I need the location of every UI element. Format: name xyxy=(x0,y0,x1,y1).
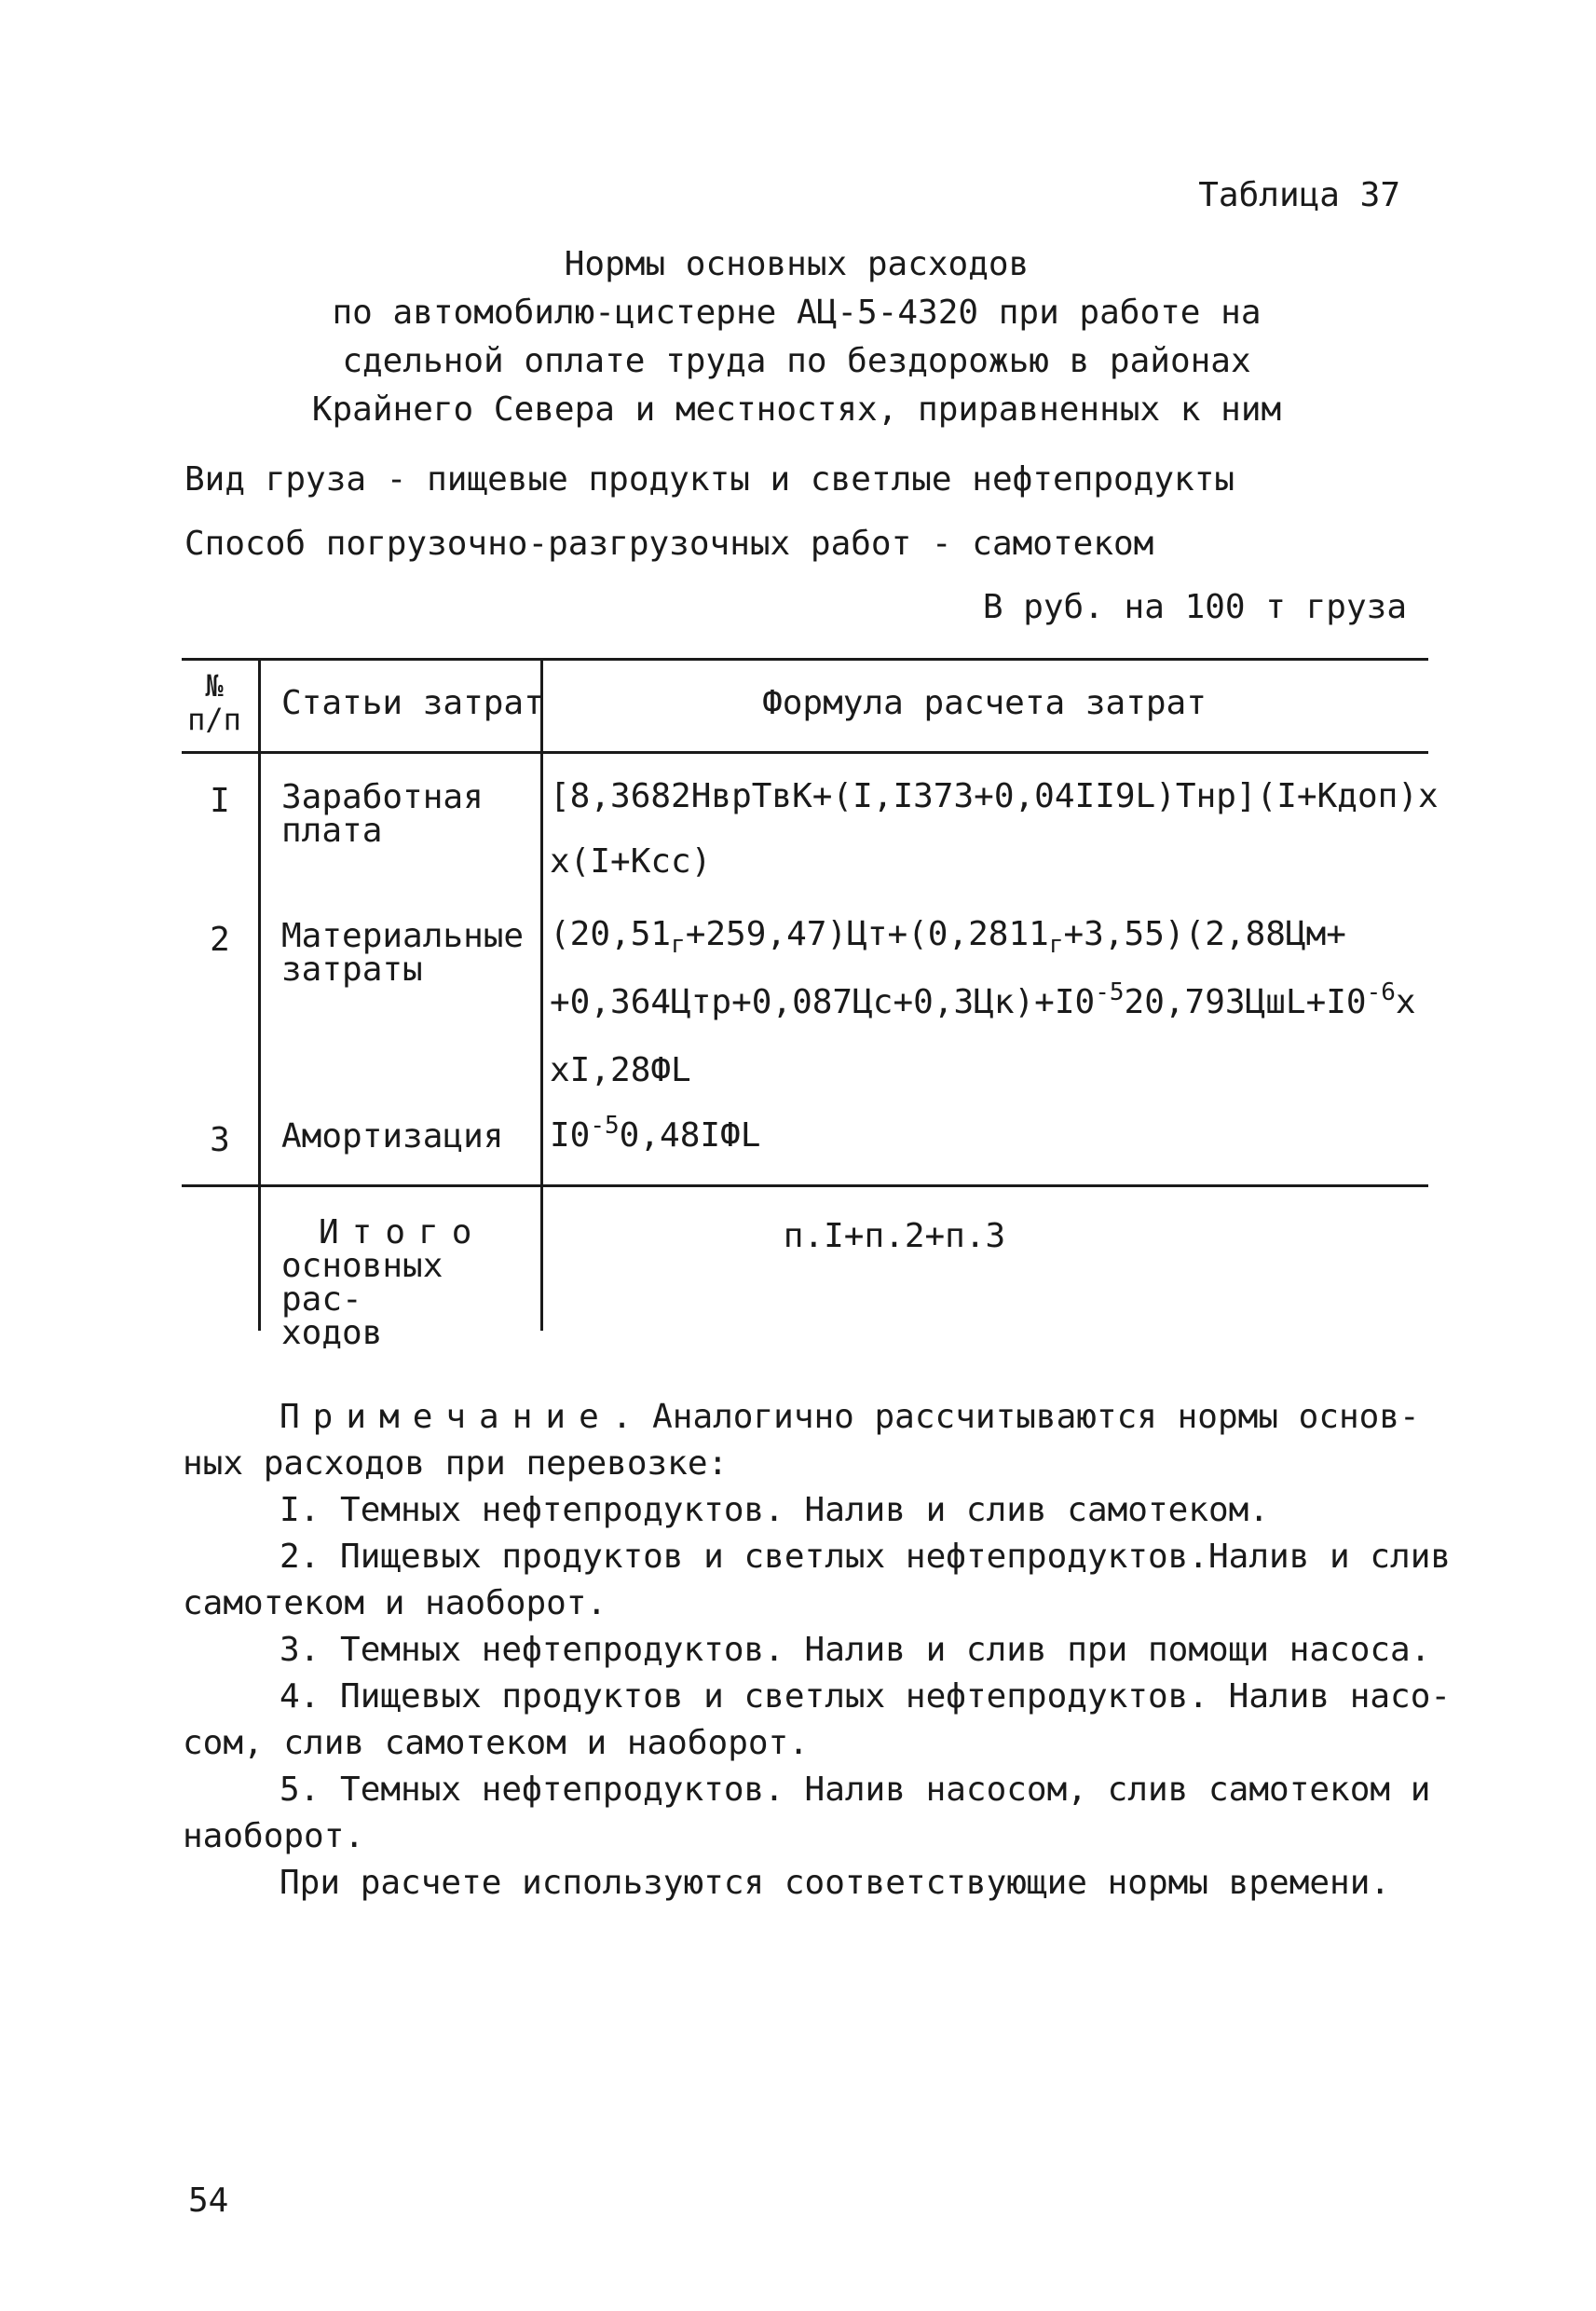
column-header-formula: Формула расчета затрат xyxy=(762,684,1207,722)
note-line: I. Темных нефтепродуктов. Налив и слив самотеком. xyxy=(280,1491,1270,1529)
title-line: Крайнего Севера и местностях, приравненных к ним xyxy=(311,390,1282,429)
cost-item: Заработная плата xyxy=(281,778,484,850)
note xyxy=(183,1394,1452,1907)
loading-method: Способ погрузочно-разгрузочных работ - самотеком xyxy=(184,525,1154,563)
row-number: I xyxy=(210,782,230,820)
note-line: 2. Пищевых продуктов и светлых нефтепродуктов.Налив и слив xyxy=(280,1538,1452,1576)
note-line: При расчете используются соответствующие нормы времени. xyxy=(280,1864,1391,1902)
row-number: 3 xyxy=(210,1121,230,1159)
column-header-item: Статьи затрат xyxy=(281,684,544,722)
row-number: 2 xyxy=(210,921,230,959)
total-label-line: Итого xyxy=(319,1213,485,1251)
formula-line: [8,3682НврТвК+(I,I373+0,04II9L)Тнр](I+Кдоп)х xyxy=(550,777,1439,815)
units-label: В руб. на 100 т груза xyxy=(982,588,1407,626)
note-line: 5. Темных нефтепродуктов. Налив насосом, слив самотеком и xyxy=(280,1771,1431,1809)
page-number: 54 xyxy=(188,2181,229,2220)
number-sign: № xyxy=(205,668,224,704)
cargo-type: Вид груза - пищевые продукты и светлые нефтепродукты xyxy=(184,460,1235,499)
table-title xyxy=(242,240,1351,434)
cost-item: Амортизация xyxy=(281,1117,504,1156)
note-line: 4. Пищевых продуктов и светлых нефтепродуктов. Налив насо- xyxy=(280,1677,1452,1716)
note-line: ных расходов при перевозке: xyxy=(183,1444,729,1483)
total-label-line: основных рас- xyxy=(281,1247,443,1319)
formula-line: $+0,364Цтр+0,087Цс+0,3Цк)+I0^{-5}20,793ЦшL+I0^{-6}х$ xyxy=(550,978,1416,1021)
title-line: Нормы основных расходов xyxy=(564,245,1030,283)
note-line: 3. Темных нефтепродуктов. Налив и слив при помощи насоса. xyxy=(280,1631,1431,1669)
note-line: Примечание. Аналогично рассчитываются нормы основ- xyxy=(280,1398,1420,1436)
note-line: наоборот. xyxy=(183,1817,365,1855)
cost-formula xyxy=(550,764,1439,895)
cost-item: Материальные затраты xyxy=(281,917,525,989)
total-label xyxy=(281,1213,533,1352)
title-line: сдельной оплате труда по бездорожью в районах xyxy=(342,342,1251,380)
column-header-number xyxy=(177,669,252,736)
number-abbrev: п/п xyxy=(187,702,241,737)
total-formula: п.I+п.2+п.3 xyxy=(783,1217,1006,1255)
formula-line: $(20,51_г+259,47)Цт+(0,2811_г+3,55)(2,88Цм+$ xyxy=(550,915,1346,959)
table-number: Таблица 37 xyxy=(1198,176,1400,214)
cost-formula xyxy=(550,902,1416,1103)
total-label-line: ходов xyxy=(281,1314,383,1352)
formula-line: х(I+Ксс) xyxy=(550,842,712,881)
formula-line: хI,28ФL xyxy=(550,1051,691,1089)
note-lead: Примечание xyxy=(280,1398,612,1436)
formula-line: $I0^{-5}0,48IФL$ xyxy=(550,1112,761,1155)
table-rule-body xyxy=(182,1184,1428,1187)
table-column-divider xyxy=(258,658,261,1331)
table-rule-header xyxy=(182,751,1428,754)
title-line: по автомобилю-цистерне АЦ-5-4320 при работе на xyxy=(332,294,1262,332)
note-line: сом, слив самотеком и наоборот. xyxy=(183,1724,809,1762)
note-line: самотеком и наоборот. xyxy=(183,1584,607,1622)
table-rule-top xyxy=(182,658,1428,661)
cost-formula xyxy=(550,1103,760,1171)
